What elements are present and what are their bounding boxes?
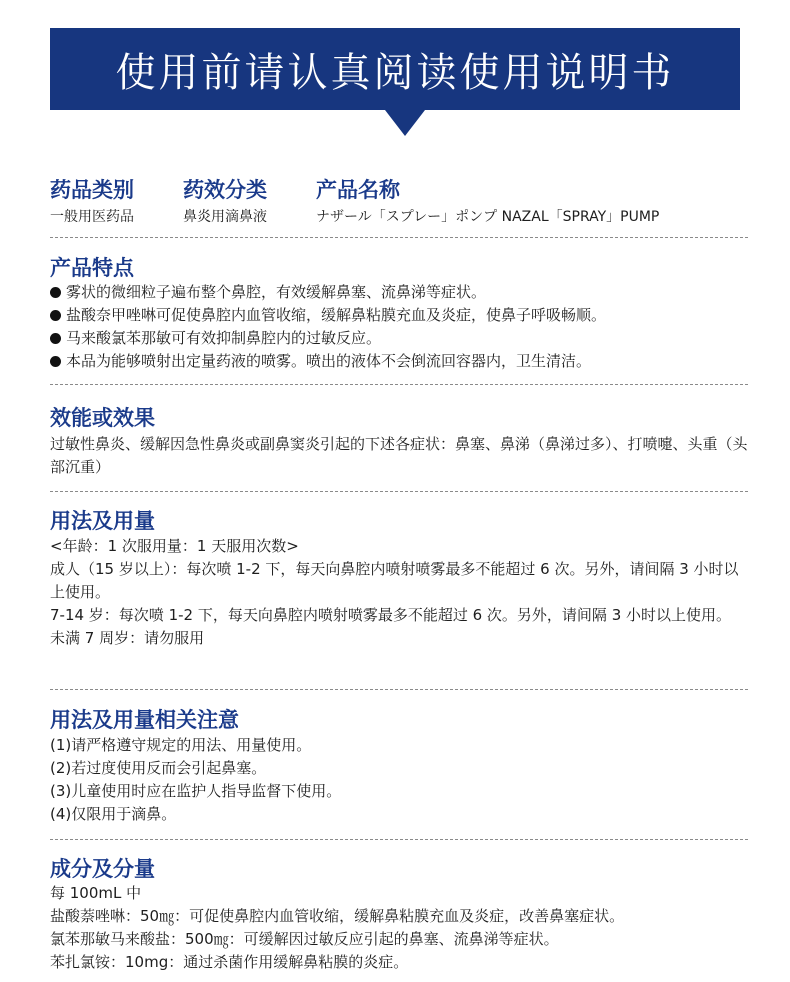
efficacy-class-value: 鼻炎用滴鼻液 bbox=[183, 209, 267, 225]
bullet-icon bbox=[50, 333, 61, 344]
divider bbox=[50, 491, 748, 492]
precaution-line: (3)儿童使用时应在监护人指导监督下使用。 bbox=[50, 782, 342, 800]
feature-item: 雾状的微细粒子遍布整个鼻腔，有效缓解鼻塞、流鼻涕等症状。 bbox=[50, 281, 606, 304]
usage-list bbox=[50, 535, 750, 650]
ingredients-list bbox=[50, 882, 750, 974]
ingredients-heading: 成分及分量 bbox=[50, 857, 155, 881]
bullet-icon bbox=[50, 356, 61, 367]
precaution-line: (2)若过度使用反而会引起鼻塞。 bbox=[50, 759, 267, 777]
precaution-line: (4)仅限用于滴鼻。 bbox=[50, 805, 177, 823]
product-name-value: ナザール「スプレー」ポンプ NAZAL「SPRAY」PUMP bbox=[316, 209, 660, 225]
divider bbox=[50, 384, 748, 385]
feature-item: 本品为能够喷射出定量药液的喷雾。喷出的液体不会倒流回容器内，卫生清洁。 bbox=[50, 350, 606, 373]
bullet-icon bbox=[50, 287, 61, 298]
efficacy-class-heading: 药效分类 bbox=[183, 178, 267, 202]
instruction-banner bbox=[50, 28, 740, 110]
divider bbox=[50, 839, 748, 840]
divider bbox=[50, 237, 748, 238]
precaution-line: (1)请严格遵守规定的用法、用量使用。 bbox=[50, 736, 312, 754]
ingredient-line: 每 100mL 中 bbox=[50, 884, 142, 902]
divider bbox=[50, 689, 748, 690]
banner-pointer bbox=[385, 110, 425, 136]
features-heading: 产品特点 bbox=[50, 256, 134, 280]
usage-line: 未满 7 周岁：请勿服用 bbox=[50, 629, 205, 647]
ingredient-line: 氯苯那敏马来酸盐：500㎎：可缓解因过敏反应引起的鼻塞、流鼻涕等症状。 bbox=[50, 930, 559, 948]
drug-category-value: 一般用医药品 bbox=[50, 209, 134, 225]
ingredient-line: 盐酸萘唑啉：50㎎：可促使鼻腔内血管收缩，缓解鼻粘膜充血及炎症，改善鼻塞症状。 bbox=[50, 907, 625, 925]
bullet-icon bbox=[50, 310, 61, 321]
features-list bbox=[50, 281, 606, 373]
usage-heading: 用法及用量 bbox=[50, 509, 155, 533]
banner-title: 使用前请认真阅读使用说明书 bbox=[115, 49, 675, 96]
usage-line: 成人（15 岁以上）：每次喷 1-2 下，每天向鼻腔内喷射喷雾最多不能超过 6 次。另外，请间隔 3 小时以上使用。 bbox=[50, 560, 739, 601]
efficacy-text: 过敏性鼻炎、缓解因急性鼻炎或副鼻窦炎引起的下述各症状：鼻塞、鼻涕（鼻涕过多）、打喷嚏、头重（头部沉重） bbox=[50, 435, 748, 476]
usage-line: <年龄：1 次服用量：1 天服用次数> bbox=[50, 537, 299, 555]
usage-line: 7-14 岁：每次喷 1-2 下，每天向鼻腔内喷射喷雾最多不能超过 6 次。另外，请间隔 3 小时以上使用。 bbox=[50, 606, 732, 624]
precautions-heading: 用法及用量相关注意 bbox=[50, 708, 239, 732]
feature-item: 盐酸奈甲唑啉可促使鼻腔内血管收缩，缓解鼻粘膜充血及炎症，使鼻子呼吸畅顺。 bbox=[50, 304, 606, 327]
product-name-heading: 产品名称 bbox=[316, 178, 400, 202]
ingredient-line: 苯扎氯铵：10mg：通过杀菌作用缓解鼻粘膜的炎症。 bbox=[50, 953, 409, 971]
efficacy-heading: 效能或效果 bbox=[50, 406, 155, 430]
feature-item: 马来酸氯苯那敏可有效抑制鼻腔内的过敏反应。 bbox=[50, 327, 606, 350]
precautions-list bbox=[50, 734, 750, 826]
drug-category-heading: 药品类别 bbox=[50, 178, 134, 202]
